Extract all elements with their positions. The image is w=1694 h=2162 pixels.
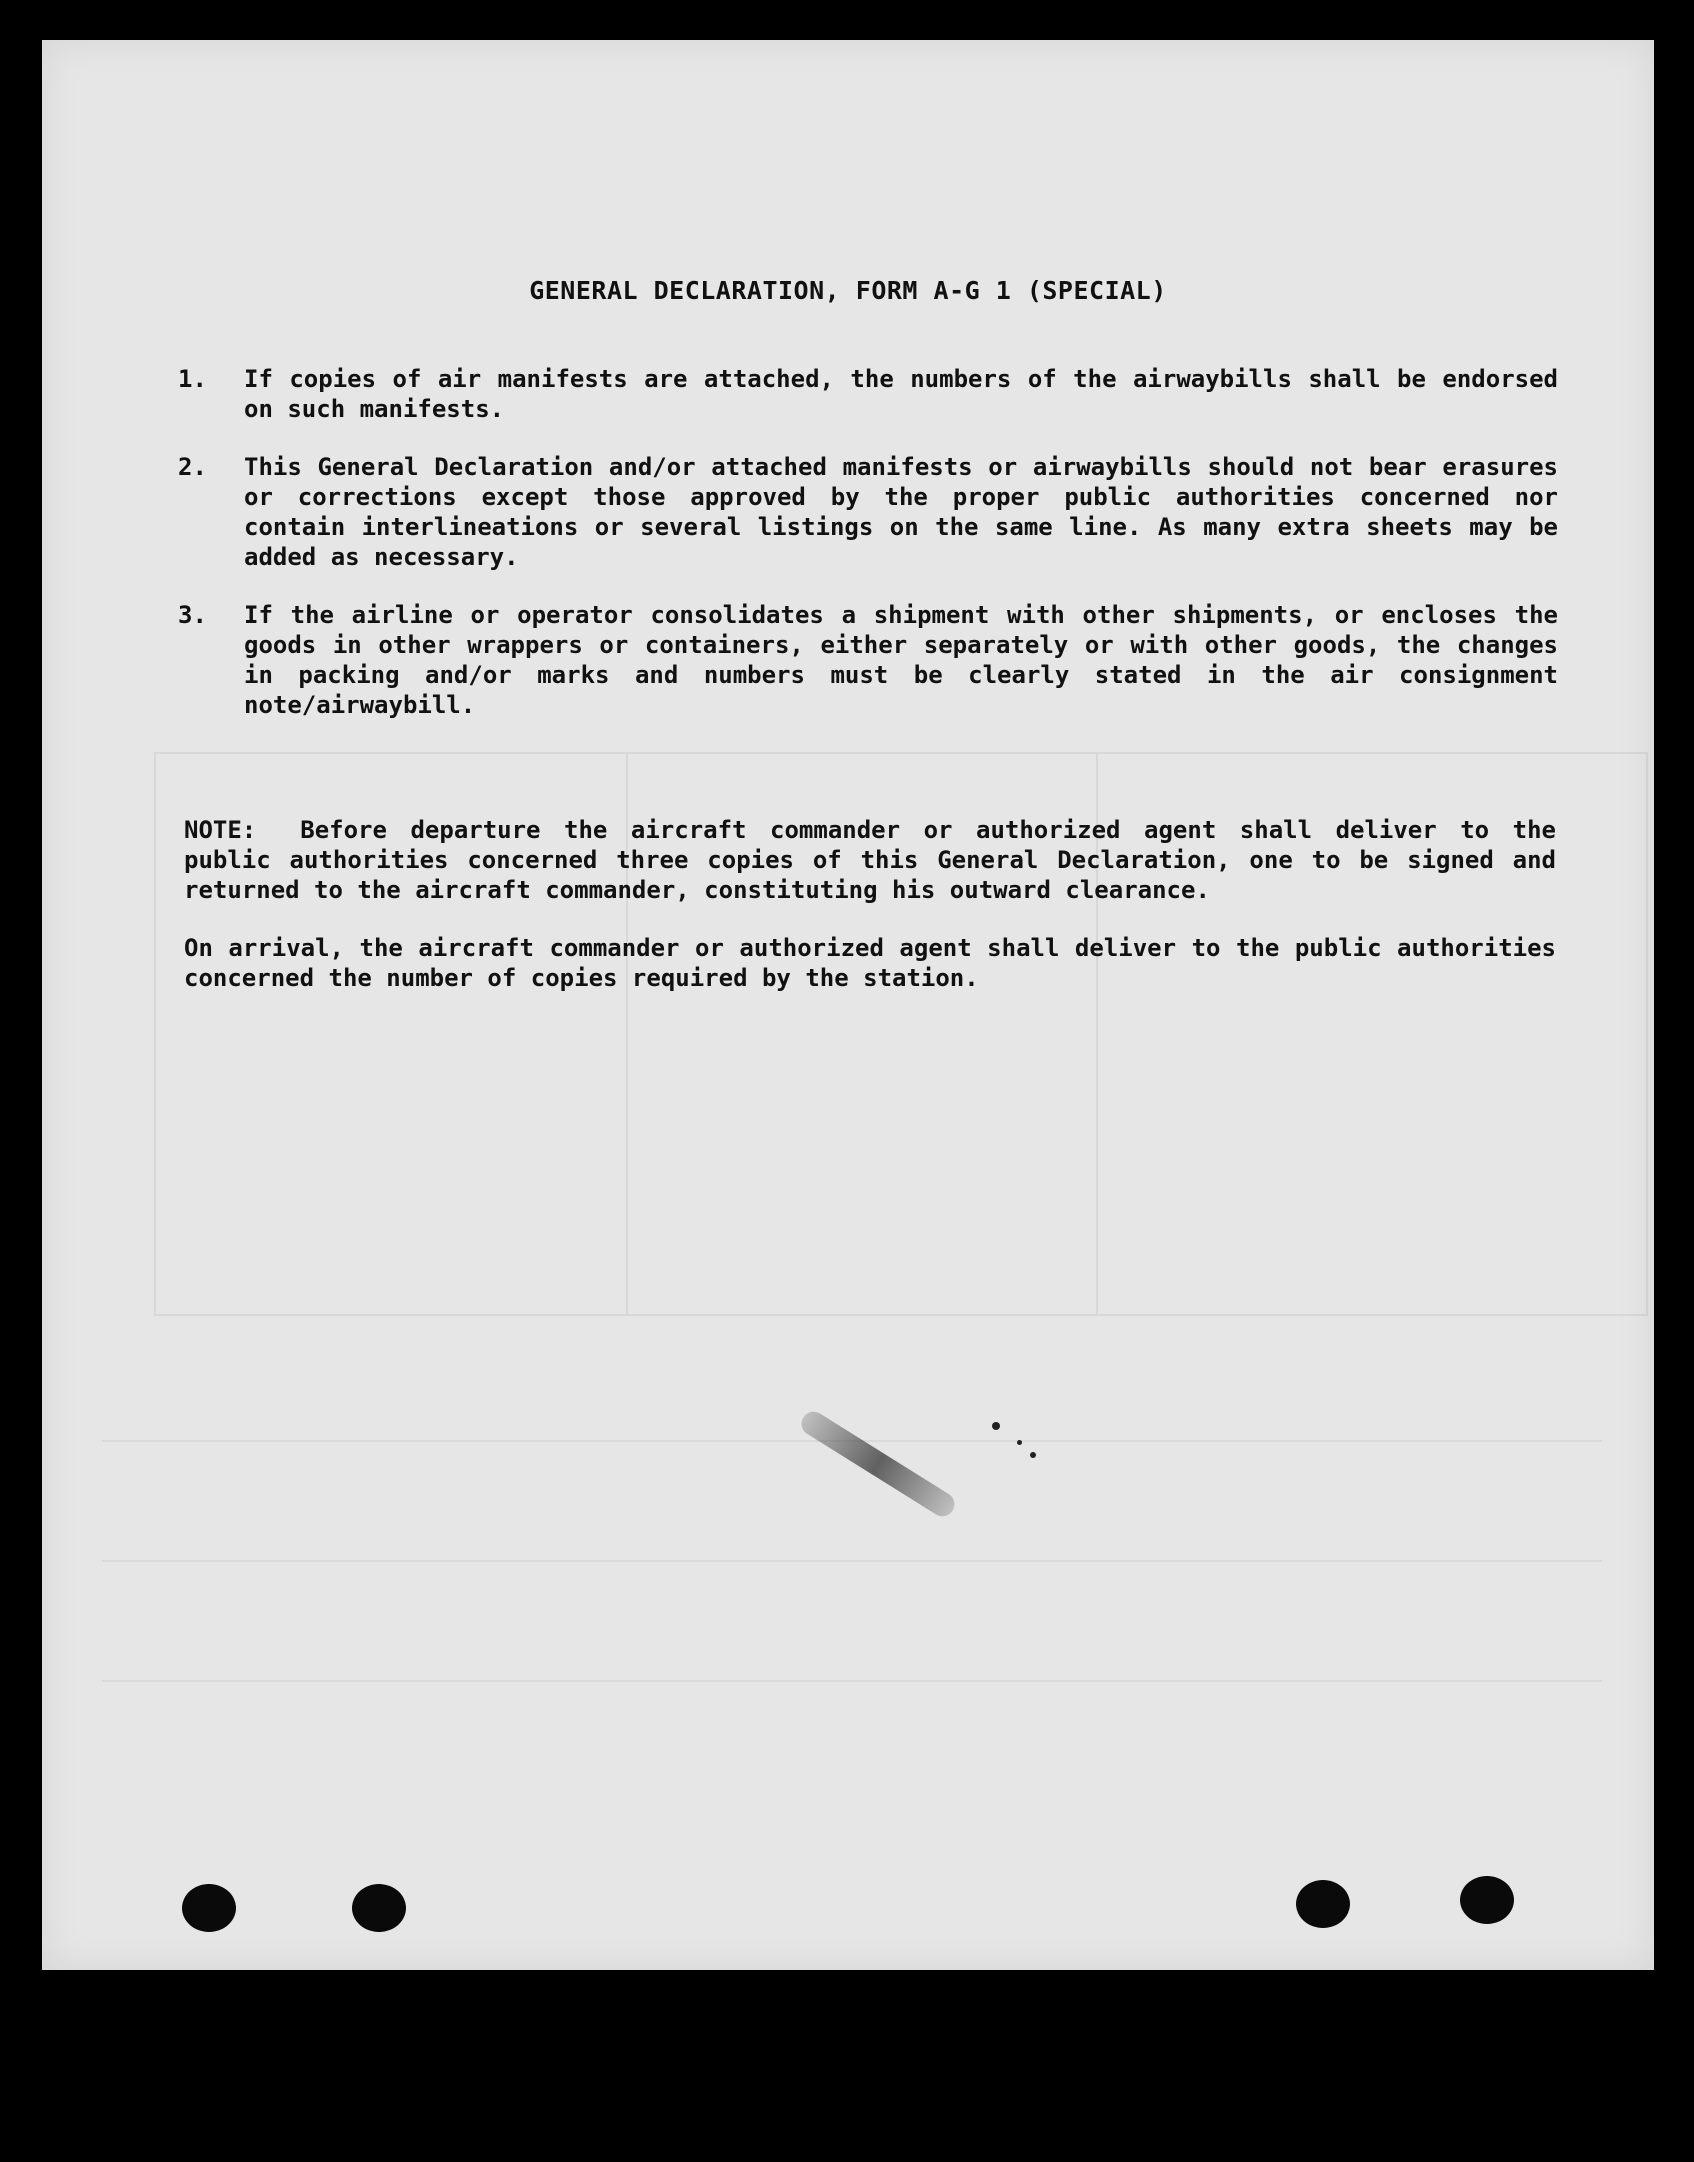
note-paragraph (184, 815, 1556, 905)
instruction-list (178, 364, 1558, 748)
item-number: 1. (178, 365, 207, 393)
list-item (178, 600, 1558, 720)
note-label: NOTE: (184, 816, 257, 844)
item-number: 3. (178, 601, 207, 629)
bleed-through-line (102, 1560, 1602, 1562)
bleed-through-line (102, 1680, 1602, 1682)
punch-hole (1460, 1876, 1514, 1924)
note-text: Before departure the aircraft commander or authorized agent shall deliver to the public authorities concerned three copies of this General Declaration, one to be signed and returned to the aircraft commander, constituting his outward clearance. (184, 816, 1556, 904)
item-number: 2. (178, 453, 207, 481)
page-title: GENERAL DECLARATION, FORM A-G 1 (SPECIAL) (529, 276, 1167, 305)
punch-hole (1296, 1880, 1350, 1928)
item-text: This General Declaration and/or attached manifests or airwaybills should not bear erasures or corrections except those approved by the proper public authorities concerned nor contain interlineations or several listings on the same line. As many extra sheets may be added as necessary. (244, 453, 1558, 571)
ink-speck (1030, 1452, 1036, 1458)
ink-speck (992, 1422, 1000, 1430)
notes-section (184, 815, 1556, 1021)
list-item (178, 364, 1558, 424)
item-text: If copies of air manifests are attached, the numbers of the airwaybills shall be endorsed on such manifests. (244, 365, 1558, 423)
item-text: If the airline or operator consolidates a shipment with other shipments, or encloses the goods in other wrappers or containers, either separately or with other goods, the changes in packing and/or marks and numbers must be clearly stated in the air consignment note/airwaybill. (244, 601, 1558, 719)
ink-speck (1017, 1440, 1022, 1445)
list-item (178, 452, 1558, 572)
ink-smudge (797, 1407, 959, 1521)
punch-hole (352, 1884, 406, 1932)
document-page (42, 40, 1654, 1970)
arrival-paragraph: On arrival, the aircraft commander or authorized agent shall deliver to the public authorities concerned the number of copies required by the station. (184, 934, 1556, 992)
punch-hole (182, 1884, 236, 1932)
